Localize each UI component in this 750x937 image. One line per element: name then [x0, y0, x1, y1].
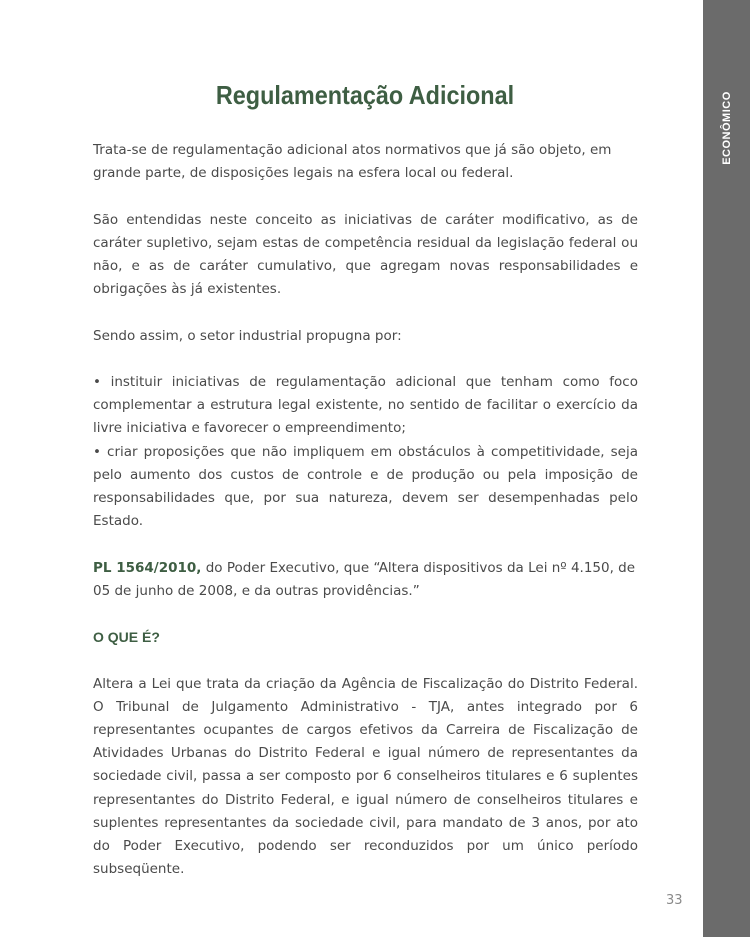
- bill-reference: PL 1564/2010,: [93, 559, 202, 576]
- bullet-item-1: • instituir iniciativas de regulamentação adicional que tenham como foco complementar a estrutura legal existente, no sentido de facilitar o exercício da livre iniciativa e favorecer o empreendimento;: [93, 373, 638, 437]
- section-side-tab: [703, 0, 750, 937]
- section-body: Altera a Lei que trata da criação da Agência de Fiscalização do Distrito Federal. O Tribunal de Julgamento Administrativo - TJA, antes integrado por 6 representantes ocupantes de cargos efetivos da Carreira de Fiscalização de Atividades Urbanas do Distrito Federal e igual número de representantes da sociedade civil, passa a ser composto por 6 conselheiros titulares e 6 suplentes representantes do Distrito Federal, e igual número de conselheiros titulares e suplentes representantes da sociedade civil, para mandato de 3 anos, por ato do Poder Executivo, podendo ser reconduzidos por um único período subseqüente.: [93, 675, 638, 878]
- intro-paragraph: Trata-se de regulamentação adicional atos normativos que já são objeto, em grande parte, de disposições legais na esfera local ou federal.: [93, 142, 612, 182]
- section-tab-label: ECONÔMICO: [720, 91, 733, 165]
- concept-paragraph: São entendidas neste conceito as iniciativas de caráter modificativo, as de caráter supletivo, sejam estas de competência residual da legislação federal ou não, e as de caráter cumulativo, que agregam novas responsabilidades e obrigações às já existentes.: [93, 211, 638, 298]
- bullet-item-2: • criar proposições que não impliquem em obstáculos à competitividade, seja pelo aumento dos custos de controle e de produção ou pela imposição de responsabilidades que, por sua natureza, devem ser desempenhadas pelo Estado.: [93, 443, 638, 530]
- stance-paragraph: Sendo assim, o setor industrial propugna por:: [93, 327, 402, 344]
- bill-paragraph: [93, 557, 638, 603]
- page-number: 33: [666, 893, 683, 908]
- page-title: Regulamentação Adicional: [215, 80, 515, 110]
- section-heading: O QUE É?: [93, 629, 160, 646]
- document-body: [93, 139, 638, 881]
- bill-description: do Poder Executivo, que “Altera dispositivos da Lei nº 4.150, de 05 de junho de 2008, e da outras providências.”: [93, 559, 636, 599]
